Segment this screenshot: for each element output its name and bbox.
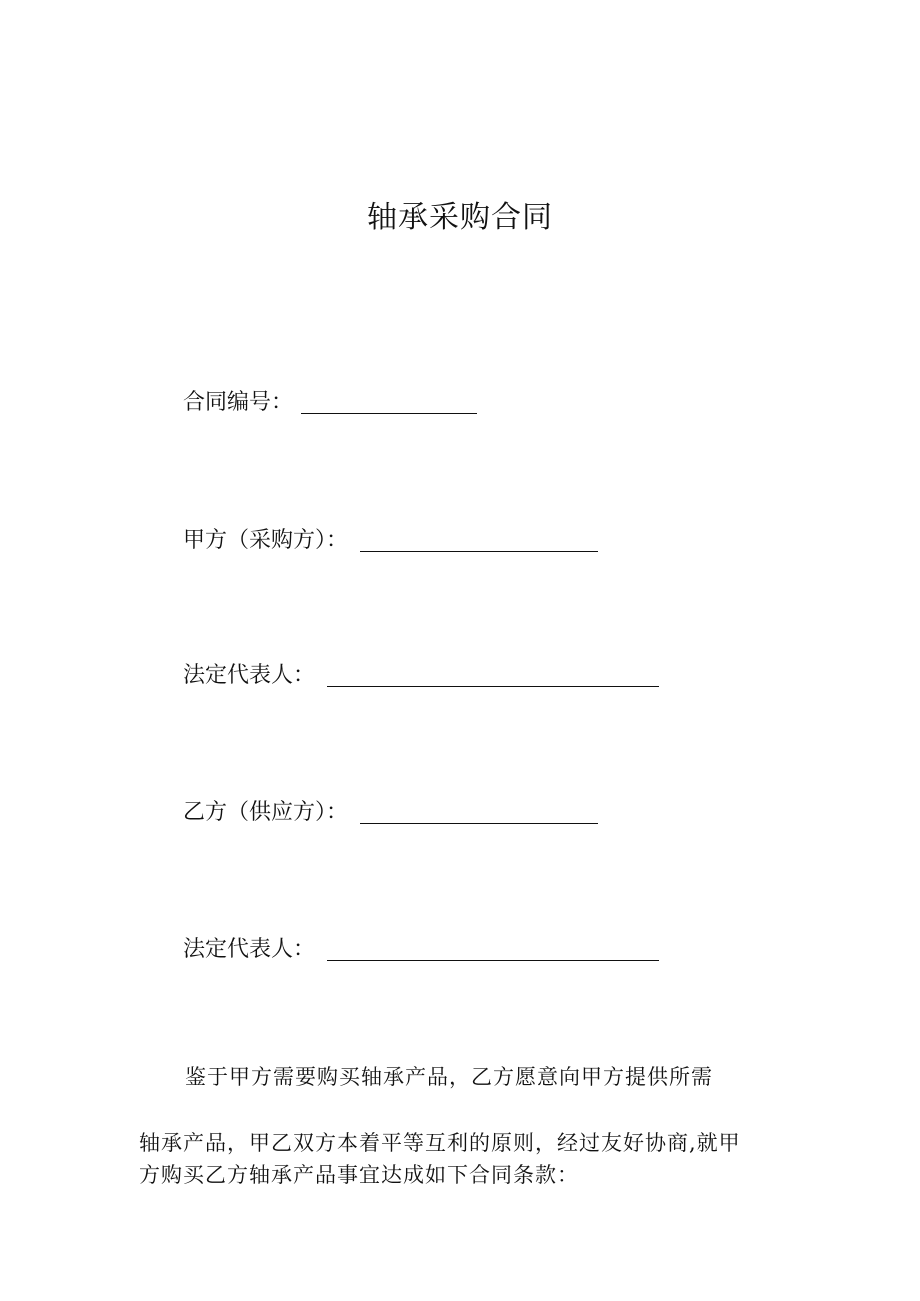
party-b-representative-blank-line xyxy=(327,938,659,961)
contract-number-blank-line xyxy=(301,391,477,414)
intro-paragraph-line: 方购买乙方轴承产品事宜达成如下合同条款： xyxy=(139,1163,579,1187)
party-b-field xyxy=(183,788,598,828)
party-a-representative-label: 法定代表人： xyxy=(183,663,316,688)
party-b-label: 乙方（供应方）： xyxy=(183,800,349,825)
contract-number-field xyxy=(183,378,477,418)
intro-paragraph-line: 鉴于甲方需要购买轴承产品，乙方愿意向甲方提供所需 xyxy=(185,1065,713,1089)
party-a-representative-field xyxy=(183,651,659,691)
intro-paragraph-line: 轴承产品，甲乙双方本着平等互利的原则，经过友好协商,就甲 xyxy=(139,1131,741,1155)
party-a-field xyxy=(183,516,598,556)
party-a-label: 甲方（采购方）： xyxy=(183,528,349,553)
party-b-representative-field xyxy=(183,925,659,965)
party-a-blank-line xyxy=(360,529,598,552)
contract-number-label: 合同编号： xyxy=(183,390,294,415)
party-b-representative-label: 法定代表人： xyxy=(183,937,316,962)
document-title: 轴承采购合同 xyxy=(367,200,553,235)
party-a-representative-blank-line xyxy=(327,664,659,687)
party-b-blank-line xyxy=(360,801,598,824)
